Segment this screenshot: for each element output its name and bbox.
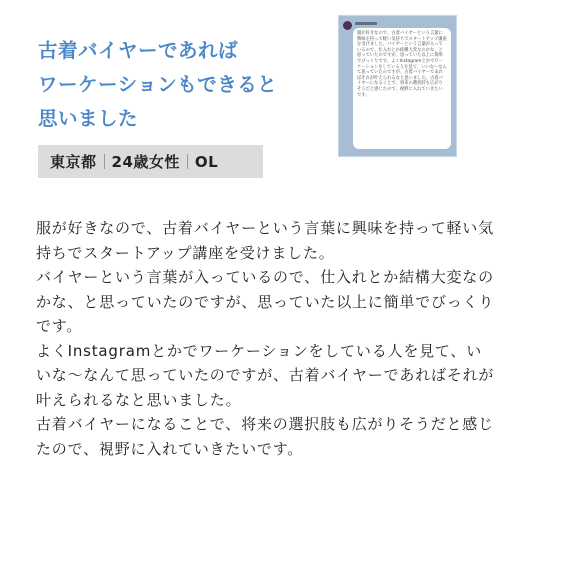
profile-bar xyxy=(38,145,263,178)
separator xyxy=(104,154,105,169)
headline-line: 古着バイヤーであれば xyxy=(38,39,239,62)
chat-message-bubble: 服が好きなので、古着バイヤーという言葉に興味を持って軽い気持ちでスタートアップ講座を受けました。バイヤーという言葉が入っているので、仕入れとか結構大変なのかな、と思っていたのですが、思っていた以上に簡単でびっくりです。よくInstagramとかでワーケーションをしている人を見て、いいな〜なんて思っていたのですが、古着バイヤーであればそれが叶えられるなと思いました。古着バイヤーになることで、将来の選択肢も広がりそうだと感じたので、視野に入れていきたいです。 xyxy=(353,28,451,149)
profile-occupation: OL xyxy=(194,152,219,171)
avatar xyxy=(343,21,352,30)
chat-screenshot-thumbnail xyxy=(339,16,456,156)
body-line: 叶えられるなと思いました。 xyxy=(36,390,242,409)
body-line: よくInstagramとかでワーケーションをしている人を見て、い xyxy=(36,341,483,360)
testimonial-body xyxy=(36,216,550,461)
body-line: 持ちでスタートアップ講座を受けました。 xyxy=(36,243,335,262)
headline xyxy=(38,34,328,136)
headline-line: 思いました xyxy=(38,107,139,130)
body-line: たので、視野に入れていきたいです。 xyxy=(36,439,304,458)
body-line: かな、と思っていたのですが、思っていた以上に簡単でびっくり xyxy=(36,292,495,311)
sender-name-placeholder xyxy=(355,22,377,25)
body-line: 古着バイヤーになることで、将来の選択肢も広がりそうだと感じ xyxy=(36,415,494,433)
separator xyxy=(187,154,188,169)
headline-line: ワーケーションもできると xyxy=(38,73,278,96)
profile-location: 東京都 xyxy=(50,153,97,171)
body-line: いな〜なんて思っていたのですが、古着バイヤーであればそれが xyxy=(36,366,495,384)
body-line: バイヤーという言葉が入っているので、仕入れとか結構大変なの xyxy=(36,268,494,286)
body-line: 服が好きなので、古着バイヤーという言葉に興味を持って軽い気 xyxy=(36,219,494,237)
profile-age-gender: 24歳女性 xyxy=(111,153,180,171)
body-line: です。 xyxy=(36,317,83,335)
